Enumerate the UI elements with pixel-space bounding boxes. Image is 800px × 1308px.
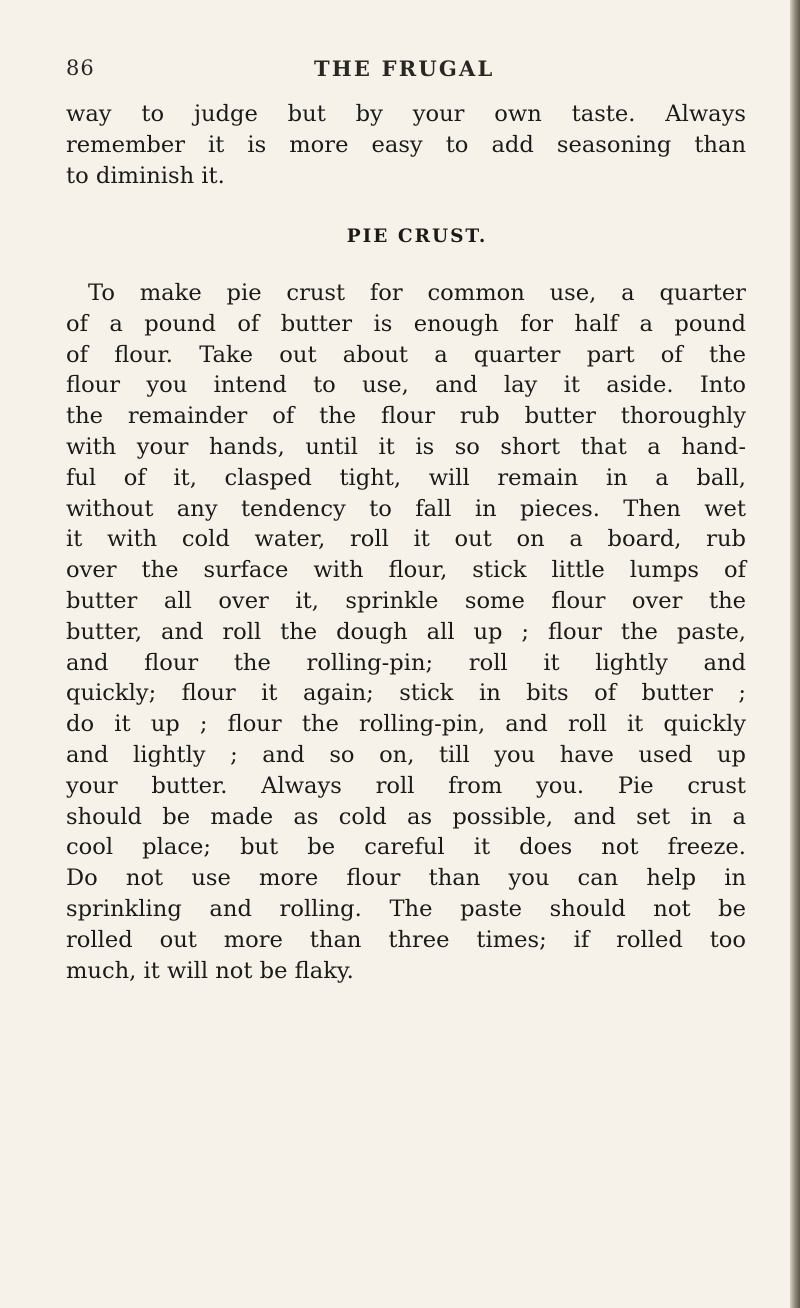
text-line: ful of it, clasped tight, will remain in a ball, [66,464,746,491]
text-line: without any tendency to fall in pieces. Then wet [66,495,746,522]
text-line: sprinkling and rolling. The paste should not be [66,895,746,922]
text-line: butter, and roll the dough all up ; flour the paste, [66,618,746,645]
text-line: should be made as cold as possible, and set in a [66,803,746,830]
text-line: quickly; flour it again; stick in bits of butter ; [66,680,746,707]
text-line: over the surface with flour, stick little lumps of [66,557,746,584]
text-line: your butter. Always roll from you. Pie crust [66,772,746,799]
text-line: of a pound of butter is enough for half a pound [66,310,746,337]
page-header [66,56,746,86]
text-line: flour you intend to use, and lay it aside. Into [66,372,746,399]
section-title [66,226,746,247]
text-line: do it up ; flour the rolling-pin, and roll it quickly [66,711,746,738]
text-line: and lightly ; and so on, till you have used up [66,741,746,768]
text-line: it with cold water, roll it out on a board, rub [66,526,746,553]
text-line: much, it will not be flaky. [66,957,354,984]
text-line: and flour the rolling-pin; roll it lightly and [66,649,746,676]
intro-text [66,99,746,191]
text-line: way to judge but by your own taste. Always [66,101,746,127]
text-line: with your hands, until it is so short that a hand- [66,433,746,460]
text-line: to diminish it. [66,162,225,189]
text-line: the remainder of the flour rub butter thoroughly [66,403,746,430]
text-line: remember it is more easy to add seasoning than [66,131,746,158]
page-edge-shadow [790,0,800,1308]
text-line: To make pie crust for common use, a quarter [88,280,746,306]
text-line: rolled out more than three times; if rolled too [66,926,746,953]
page-number: 86 [66,56,95,80]
running-head: THE FRUGAL [314,56,495,81]
recipe-paragraph [66,278,746,986]
text-line: Do not use more flour than you can help in [66,865,746,892]
text-line: of flour. Take out about a quarter part of the [66,341,746,368]
text-line: butter all over it, sprinkle some flour over the [66,587,746,614]
section-title-text: PIE CRUST. [346,226,488,247]
text-line: cool place; but be careful it does not freeze. [66,834,746,861]
